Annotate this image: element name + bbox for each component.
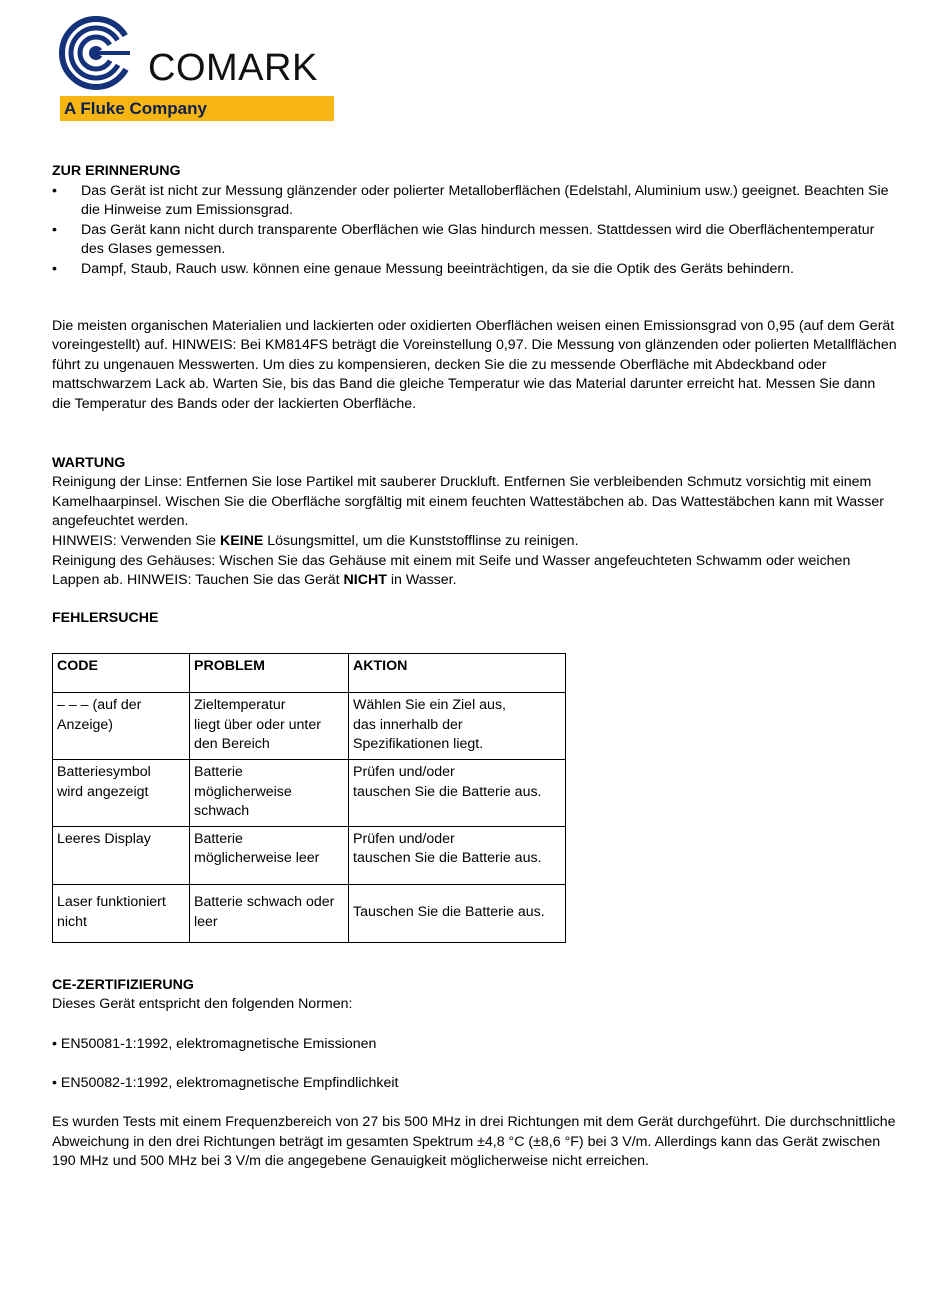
ce-section [52, 976, 898, 1172]
ce-intro: Dieses Gerät entspricht den folgenden Normen: [52, 996, 353, 1013]
table-cell-code: Laser funktioniert nicht [53, 884, 190, 942]
reminder-item: • Dampf, Staub, Rauch usw. können eine genaue Messung beeinträchtigen, da sie die Optik des Geräts behindern. [52, 260, 898, 280]
table-row [53, 826, 566, 884]
table-cell-action: Prüfen und/oder tauschen Sie die Batterie aus. [349, 826, 566, 884]
column-header: CODE [53, 654, 190, 693]
comark-logo [58, 16, 338, 124]
solvent-note-post: Lösungsmittel, um die Kunststofflinse zu reinigen. [263, 532, 579, 549]
table-row [53, 693, 566, 760]
troubleshooting-heading: FEHLERSUCHE [52, 609, 159, 626]
column-header: AKTION [349, 654, 566, 693]
table-cell-problem: Batterie möglicherweise leer [190, 826, 349, 884]
lens-cleaning-text: Reinigung der Linse: Entfernen Sie lose Partikel mit sauberer Druckluft. Entfernen Sie verbleibenden Schmutz vorsichtig mit einem Kamelhaarpinsel. Wischen Sie die Oberfläche sorgfältig mit einem feuchten Wattestäbchen ab. Das Wattestäbchen kann mit Wasser angefeuchtet werden. [52, 474, 884, 530]
housing-text-emphasis: NICHT [343, 572, 387, 589]
solvent-note-pre: HINWEIS: Verwenden Sie [52, 532, 220, 549]
spacer [52, 1054, 898, 1074]
brand-name: COMARK [148, 47, 318, 89]
maintenance-heading: WARTUNG [52, 454, 126, 471]
troubleshooting-table [52, 653, 566, 943]
table-cell-action: Prüfen und/oder tauschen Sie die Batterie aus. [349, 760, 566, 827]
emissivity-section [52, 317, 898, 415]
reminder-heading: ZUR ERINNERUNG [52, 163, 181, 179]
table-cell-code: Batteriesymbol wird angezeigt [53, 760, 190, 827]
tagline: A Fluke Company [64, 99, 207, 118]
table-cell-action: Wählen Sie ein Ziel aus, das innerhalb der Spezifikationen liegt. [349, 693, 566, 760]
maintenance-section [52, 454, 898, 591]
spacer [52, 1015, 898, 1035]
table-cell-code: – – – (auf der Anzeige) [53, 693, 190, 760]
ce-norm: • EN50081-1:1992, elektromagnetische Emissionen [52, 1035, 377, 1052]
table-row [53, 884, 566, 942]
table-cell-action: Tauschen Sie die Batterie aus. [349, 884, 566, 942]
emissivity-paragraph: Die meisten organischen Materialien und lackierten oder oxidierten Oberflächen weisen einen Emissionsgrad von 0,95 (auf dem Gerät voreingestellt) auf. HINWEIS: Bei KM814FS beträgt die Voreinstellung 0,97. Die Messung von glänzenden oder polierten Metallflächen führt zu ungenauen Messwerten. Um dies zu kompensieren, decken Sie die zu messende Oberfläche mit Abdeckband oder mattschwarzem Lack ab. Warten Sie, bis das Band die gleiche Temperatur wie das Material darunter erreicht hat. Messen Sie dann die Temperatur des Bands oder der lackierten Oberfläche. [52, 317, 897, 412]
solvent-note-emphasis: KEINE [219, 532, 264, 549]
table-cell-code: Leeres Display [53, 826, 190, 884]
column-header: PROBLEM [190, 654, 349, 693]
housing-text-pre: Reinigung des Gehäuses: Wischen Sie das Gehäuse mit einem mit Seife und Wasser angefeuchteten Schwamm oder weichen Lappen ab. HINWEIS: Tauchen Sie das Gerät [52, 552, 851, 589]
housing-cleaning-text [52, 552, 898, 591]
ce-heading: CE-ZERTIFIZIERUNG [52, 976, 194, 993]
document-body [52, 162, 898, 1172]
solvent-note [52, 532, 898, 552]
table-cell-problem: Batterie möglicherweise schwach [190, 760, 349, 827]
table-row [53, 760, 566, 827]
reminder-section [52, 162, 898, 280]
reminder-item: • Das Gerät kann nicht durch transparente Oberflächen wie Glas hindurch messen. Stattdessen wird die Oberflächentemperatur des Glases gemessen. [52, 221, 898, 260]
table-cell-problem: Batterie schwach oder leer [190, 884, 349, 942]
comark-swirl-icon [58, 16, 138, 96]
ce-norm: • EN50082-1:1992, elektromagnetische Empfindlichkeit [52, 1074, 399, 1091]
troubleshooting-section [52, 609, 898, 943]
ce-tests-paragraph: Es wurden Tests mit einem Frequenzbereich von 27 bis 500 MHz in drei Richtungen mit dem Gerät durchgeführt. Die durchschnittliche Abweichung in den drei Richtungen beträgt im gesamten Spektrum ±4,8 °C (±8,6 °F) bei 3 V/m. Allerdings kann das Gerät zwischen 190 MHz und 500 MHz bei 3 V/m die angegebene Genauigkeit möglicherweise nicht erreichen. [52, 1114, 896, 1170]
table-cell-problem: Zieltemperatur liegt über oder unter den Bereich [190, 693, 349, 760]
spacer [52, 1093, 898, 1113]
table-header-row [53, 654, 566, 693]
reminder-list [52, 182, 898, 280]
housing-text-post: in Wasser. [386, 572, 457, 589]
reminder-item: • Das Gerät ist nicht zur Messung glänzender oder polierter Metalloberflächen (Edelstahl, Aluminium usw.) geeignet. Beachten Sie die Hinweise zum Emissionsgrad. [52, 182, 898, 221]
